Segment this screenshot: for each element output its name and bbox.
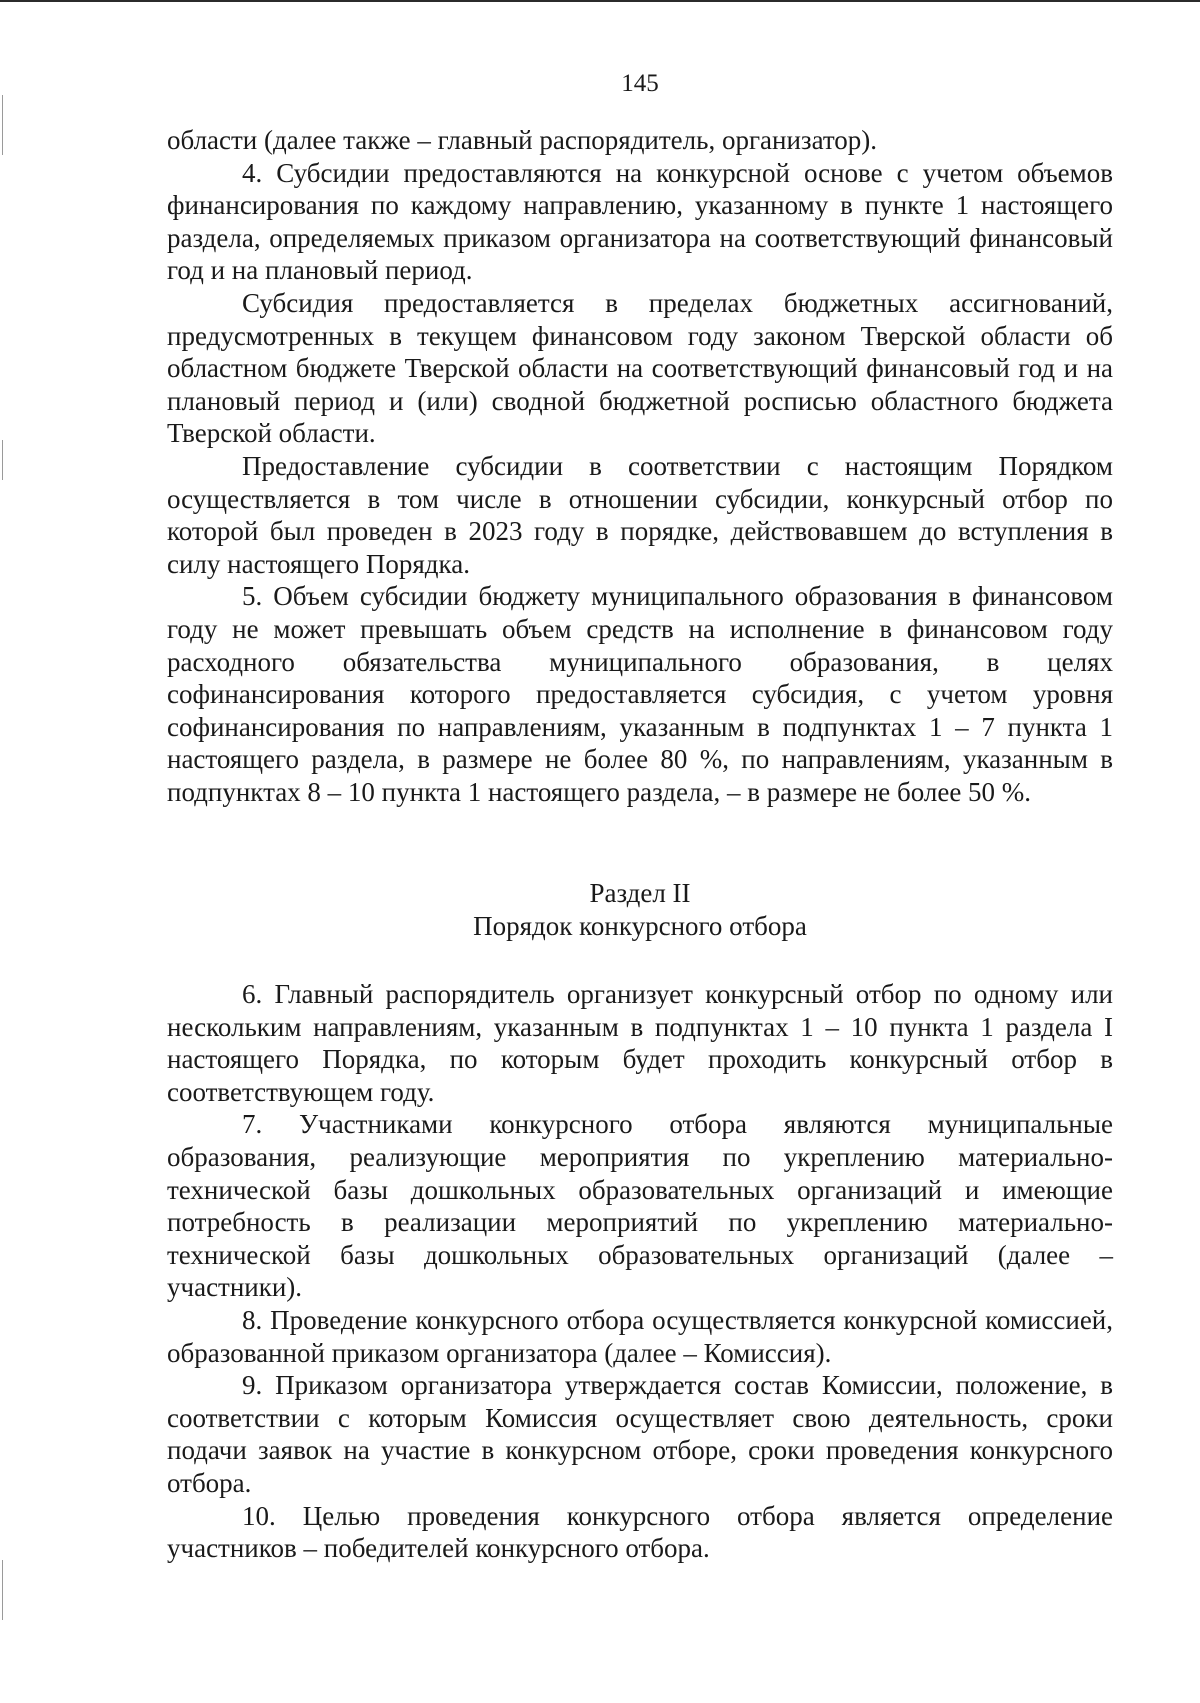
paragraph: 4. Субсидии предоставляются на конкурсной основе с учетом объемов финансирования по каждому направлению, указанному в пункте 1 настоящего раздела, определяемых приказом организатора на соответствующий финансовый год и на плановый период. xyxy=(167,157,1113,286)
paragraph: Субсидия предоставляется в пределах бюджетных ассигнований, предусмотренных в текущем финансовом году законом Тверской области об областном бюджете Тверской области на соответствующий финансовый год и на плановый период и (или) сводной бюджетной росписью областного бюджета Тверской области. xyxy=(167,287,1113,449)
scan-edge-mark xyxy=(2,440,3,480)
section-title: Порядок конкурсного отбора xyxy=(473,910,807,941)
page-number: 145 xyxy=(621,70,659,97)
paragraph: области (далее также – главный распорядитель, организатор). xyxy=(167,125,878,155)
paragraph: 8. Проведение конкурсного отбора осуществляется конкурсной комиссией, образованной приказом организатора (далее – Комиссия). xyxy=(167,1304,1113,1368)
section-heading xyxy=(167,877,1113,942)
scan-edge-mark xyxy=(2,1560,3,1620)
body-text-top xyxy=(167,124,1113,808)
paragraph: Предоставление субсидии в соответствии с настоящим Порядком осуществляется в том числе в отношении субсидии, конкурсный отбор по которой был проведен в 2023 году в порядке, действовавшем до вступления в силу настоящего Порядка. xyxy=(167,450,1113,579)
body-text-bottom xyxy=(167,978,1113,1565)
paragraph: 5. Объем субсидии бюджету муниципального образования в финансовом году не может превышать объем средств на исполнение в финансовом году расходного обязательства муниципального образования, в целях софинансирования которого предоставляется субсидия, с учетом уровня софинансирования по направлениям, указанным в подпунктах 1 – 7 пункта 1 настоящего раздела, в размере не более 80 %, по направлениям, указанным в подпунктах 8 – 10 пункта 1 настоящего раздела, – в размере не более 50 %. xyxy=(167,581,1113,807)
paragraph: 10. Целью проведения конкурсного отбора является определение участников – победителей конкурсного отбора. xyxy=(167,1500,1113,1564)
paragraph: 9. Приказом организатора утверждается состав Комиссии, положение, в соответствии с которым Комиссия осуществляет свою деятельность, сроки подачи заявок на участие в конкурсном отборе, сроки проведения конкурсного отбора. xyxy=(167,1370,1113,1498)
section-number: Раздел II xyxy=(589,878,691,908)
paragraph: 7. Участниками конкурсного отбора являются муниципальные образования, реализующие мероприятия по укреплению материально-технической базы дошкольных образовательных организаций и имеющие потребность в реализации мероприятий по укреплению материально-технической базы дошкольных образовательных организаций (далее – участники). xyxy=(167,1109,1113,1303)
scan-top-edge xyxy=(0,0,1200,2)
scan-edge-mark xyxy=(2,95,3,155)
paragraph: 6. Главный распорядитель организует конкурсный отбор по одному или нескольким направлениям, указанным в подпунктах 1 – 10 пункта 1 раздела I настоящего Порядка, по которым будет проходить конкурсный отбор в соответствующем году. xyxy=(167,979,1113,1107)
